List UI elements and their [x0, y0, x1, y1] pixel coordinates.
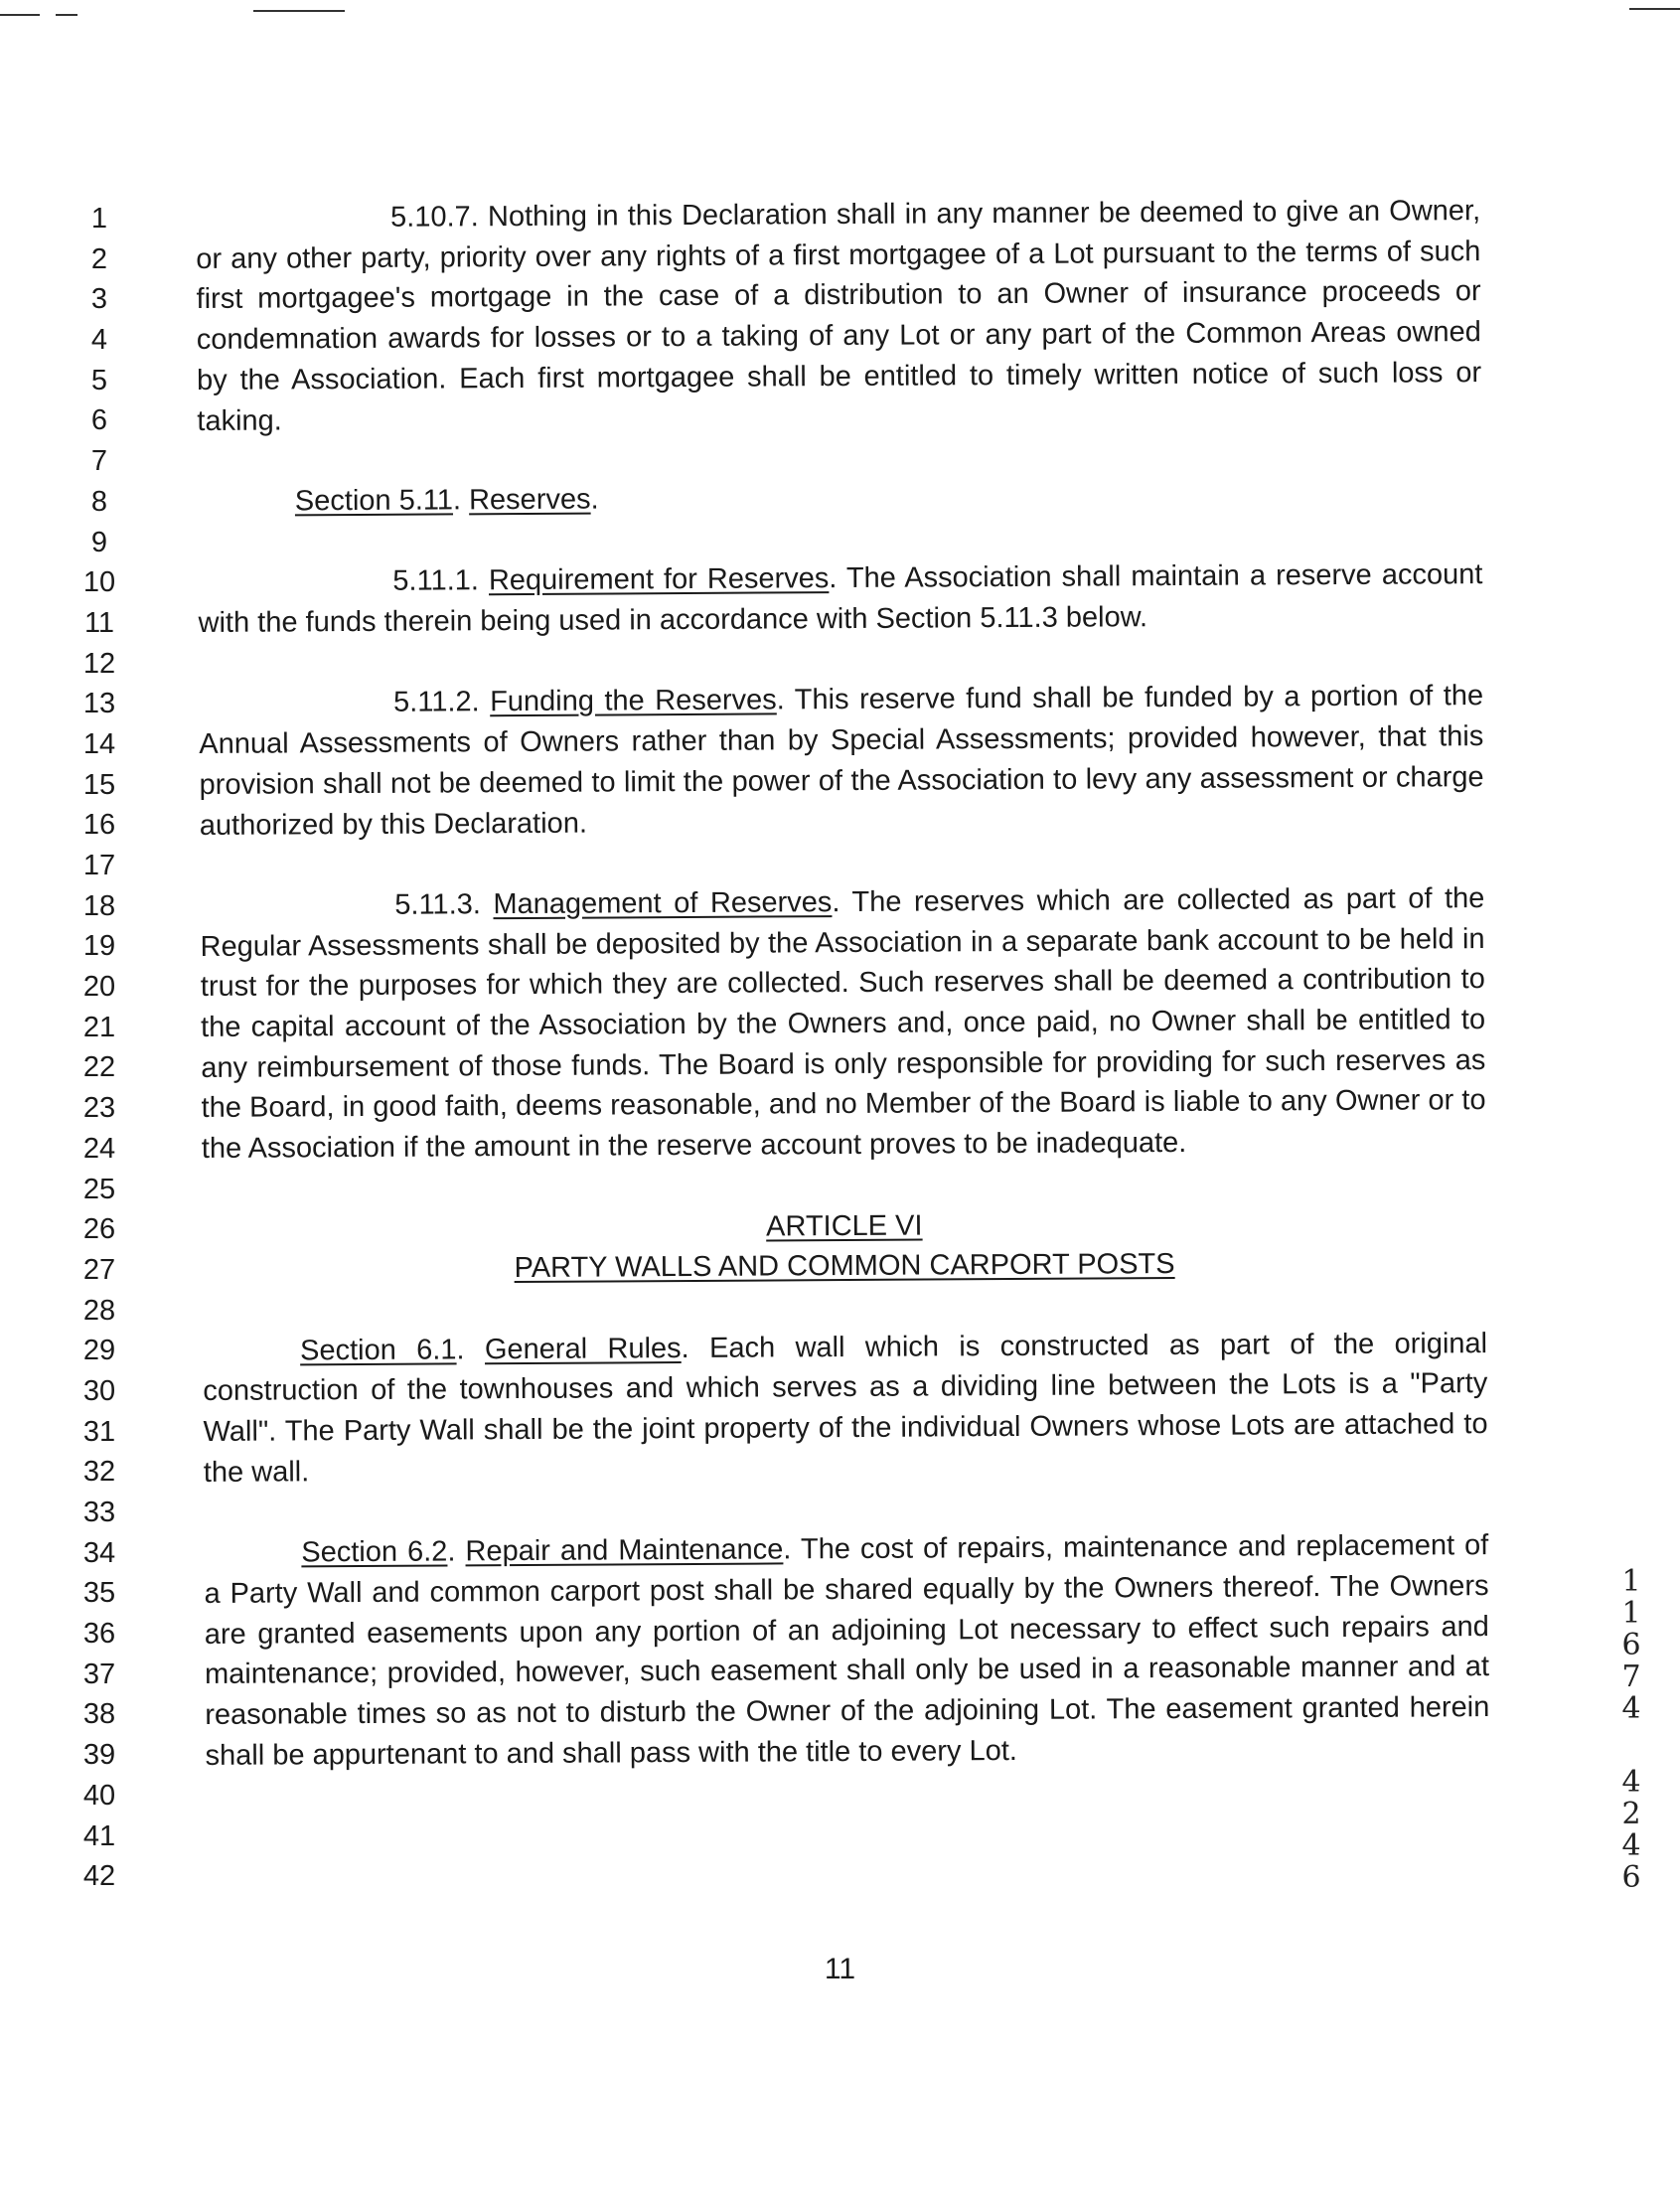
line-number: 23 [82, 1092, 116, 1125]
section-number: 5.11.2. [393, 686, 480, 719]
line-number: 3 [90, 283, 108, 316]
recording-page-digit: 6 [1621, 1860, 1641, 1895]
section-number: Section 5.11 [294, 484, 454, 518]
recording-page-digit: 2 [1621, 1797, 1641, 1831]
line-number: 36 [82, 1618, 116, 1651]
line-number: 17 [82, 850, 116, 881]
line-number: 42 [82, 1860, 116, 1893]
line-number: 12 [82, 647, 116, 680]
paragraph-text: Each wall which is constructed as part of the original construction of the townhouses and which serves as a dividing line between the Lots is a "Party Wall". The Party Wall shall be the joint property of the individual Owners whose Lots are attached to the wall. [203, 1327, 1488, 1489]
page-number: 11 [824, 1953, 856, 1985]
paragraph-5-10-7 [196, 191, 1481, 441]
scan-mark-left [0, 14, 40, 16]
section-number: Section 6.1 [299, 1334, 457, 1366]
section-title: Repair and Maintenance [465, 1533, 784, 1568]
section-number: 5.10.7. [390, 201, 479, 234]
paragraph-5-11-3: 5.11.3. Management of Reserves. The reserves which are collected as part of the Regular Assessments shall be deposited by the Association in a separate bank account to be held in trust for the purposes for which they are collected. Such reserves shall be deemed a contribution to the capital account of the Association by the Owners and, once paid, no Owner shall be entitled to any reimbursement of those funds. The Board is only responsible for providing for such reserves as the Board, in good faith, deems reasonable, and no Member of the Board is liable to any Owner or to the Association if the amount in the reserve account proves to be inadequate. [200, 881, 1486, 1166]
line-number: 41 [82, 1819, 116, 1852]
paragraph-text: This reserve fund shall be funded by a portion of the Annual Assessments of Owners rather than by Special Assessments; provided however, that this provision shall not be deemed to limit the power of the Association to levy any assessment or charge authorized by this Declaration. [199, 680, 1484, 842]
paragraph-text: The cost of repairs, maintenance and replacement of a Party Wall and common carport post shall be shared equally by the Owners thereof. The Owners are granted easements upon any portion of an adjoining Lot necessary to effect such repairs and maintenance; provided, however, such easement shall only be used in a reasonable manner and at reasonable times so as not to disturb the Owner of the adjoining Lot. The easement granted herein shall be appurtenant to and shall pass with the title to every Lot. [204, 1529, 1490, 1772]
section-number: 5.11.3. [394, 888, 481, 921]
line-number: 11 [83, 606, 115, 639]
paragraph-text: Nothing in this Declaration shall in any manner be deemed to give an Owner, or any other party, priority over any rights of a first mortgagee of a Lot pursuant to the terms of such first mortgagee's mortgage in the case of a distribution to an Owner of insurance proceeds or condemnation awards for losses or to a taking of any Lot or any part of the Common Areas owned by the Association. Each first mortgagee shall be entitled to timely written notice of such loss or taking. [196, 195, 1482, 437]
line-number: 4 [90, 324, 108, 357]
line-number: 34 [82, 1536, 116, 1569]
line-number: 2 [90, 242, 108, 275]
line-number: 26 [82, 1213, 116, 1246]
line-number: 30 [82, 1374, 116, 1407]
paragraph-text: The reserves which are collected as part of the Regular Assessments shall be deposited by the Association in a separate bank account to be held in trust for the purposes for which they are collected. Such reserves shall be deemed a contribution to the capital account of the Association by the Owners and, once paid, no Owner shall be entitled to any reimbursement of those funds. The Board is only responsible for providing for such reserves as the Board, in good faith, deems reasonable, and no Member of the Board is liable to any Owner or to the Association if the amount in the reserve account proves to be inadequate. [200, 881, 1486, 1166]
line-number: 32 [82, 1456, 116, 1489]
recording-book-digit: 1 [1621, 1596, 1641, 1631]
paragraph-5-11-2: 5.11.2. Funding the Reserves. This reserve fund shall be funded by a portion of the Annual Assessments of Owners rather than by Special Assessments; provided however, that this provision shall not be deemed to limit the power of the Association to levy any assessment or charge authorized by this Declaration. [199, 680, 1484, 842]
line-number: 20 [82, 971, 116, 1004]
line-number: 35 [82, 1577, 116, 1610]
paragraph-6-2: Section 6.2. Repair and Maintenance. The cost of repairs, maintenance and replacement of a Party Wall and common carport post shall be shared equally by the Owners thereof. The Owners are granted easements upon any portion of an adjoining Lot necessary to effect such repairs and maintenance; provided, however, such easement shall only be used in a reasonable manner and at reasonable times so as not to disturb the Owner of the adjoining Lot. The easement granted herein shall be appurtenant to and shall pass with the title to every Lot. [204, 1529, 1490, 1772]
scan-mark-left-2 [56, 14, 77, 16]
line-number: 25 [82, 1173, 116, 1205]
recording-page-digit: 4 [1621, 1765, 1641, 1800]
line-number: 37 [82, 1658, 116, 1690]
line-number: 31 [82, 1415, 116, 1448]
line-number: 21 [82, 1011, 116, 1043]
line-number: 18 [82, 889, 116, 922]
line-number: 38 [82, 1698, 116, 1731]
section-title: Reserves [468, 483, 591, 517]
line-number: 9 [90, 526, 108, 558]
line-number: 10 [82, 566, 116, 599]
recording-book-digit: 6 [1621, 1628, 1641, 1662]
section-number: Section 6.2 [301, 1535, 448, 1569]
line-number: 13 [82, 688, 116, 720]
line-number: 28 [82, 1294, 116, 1327]
section-title: Requirement for Reserves [488, 562, 830, 597]
line-number: 27 [82, 1253, 116, 1286]
line-number: 1 [90, 203, 108, 235]
line-number: 22 [82, 1051, 116, 1084]
scan-mark-center [253, 10, 345, 12]
scan-mark-right [1629, 8, 1680, 10]
section-number: 5.11.1. [392, 564, 479, 598]
paragraph-5-11-1: 5.11.1. Requirement for Reserves. The Association shall maintain a reserve account with the funds therein being used in accordance with Section 5.11.3 below. [198, 558, 1483, 639]
section-title: Funding the Reserves [490, 684, 777, 718]
recording-number [1614, 1566, 1648, 1894]
section-5-11-heading: Section 5.11. Reserves. [294, 483, 599, 518]
line-number: 19 [82, 930, 116, 963]
article-title-text: PARTY WALLS AND COMMON CARPORT POSTS [514, 1248, 1175, 1285]
paragraph-6-1: Section 6.1. General Rules. Each wall which is constructed as part of the original construction of the townhouses and which serves as a dividing line between the Lots is a "Party Wall". The Party Wall shall be the joint property of the individual Owners whose Lots are attached to the wall. [203, 1327, 1488, 1489]
paragraph-text: The Association shall maintain a reserve account with the funds therein being used in accordance with Section 5.11.3 below. [198, 558, 1483, 639]
recording-book-digit: 1 [1621, 1564, 1641, 1599]
line-number: 40 [82, 1779, 116, 1812]
recording-book-digit: 4 [1621, 1691, 1641, 1726]
section-title: General Rules [484, 1332, 682, 1365]
recording-book-digit: 7 [1621, 1659, 1641, 1694]
line-number: 15 [82, 768, 116, 801]
line-number: 5 [90, 364, 108, 396]
line-number: 8 [90, 485, 108, 518]
line-number: 16 [82, 809, 116, 842]
line-number: 7 [90, 445, 108, 478]
recording-page-digit: 4 [1621, 1828, 1641, 1863]
line-number: 33 [82, 1497, 116, 1528]
line-number: 29 [82, 1335, 116, 1367]
line-numbers [70, 199, 129, 1897]
line-number: 6 [90, 404, 108, 437]
line-number: 39 [82, 1739, 116, 1772]
document-body [196, 191, 1490, 1776]
article-number: ARTICLE VI [766, 1209, 923, 1243]
line-number: 14 [82, 727, 116, 760]
line-number: 24 [82, 1132, 116, 1165]
section-title: Management of Reserves [493, 885, 833, 921]
